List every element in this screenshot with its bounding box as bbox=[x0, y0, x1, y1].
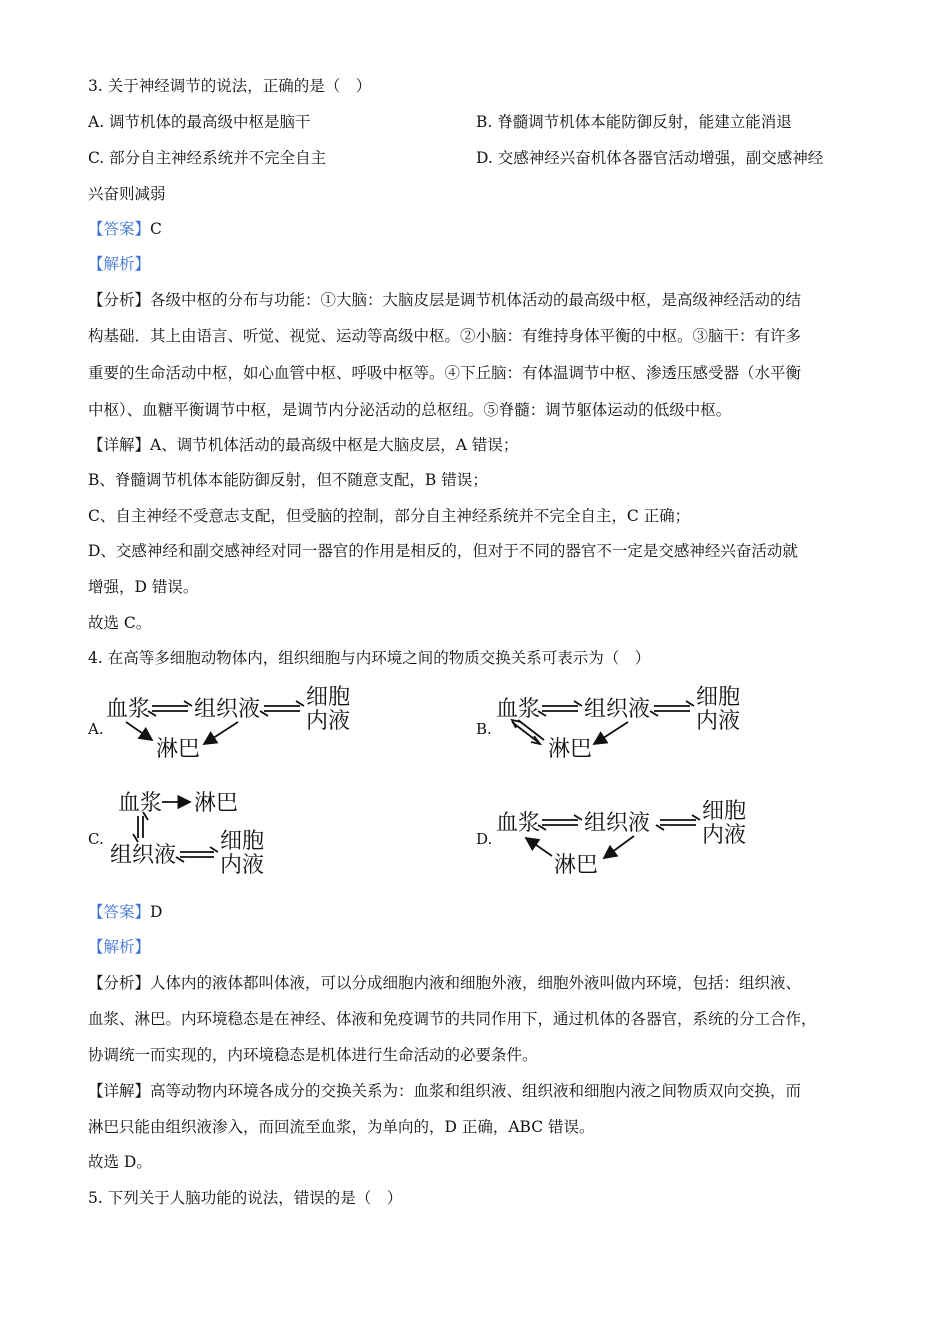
q3-xiangjie-d1: D、交感神经和副交感神经对同一器官的作用是相反的，但对于不同的器官不一定是交感神经兴奋活动就 bbox=[88, 542, 798, 560]
cell-fluid-label-1: 细胞 bbox=[306, 685, 351, 710]
q4-option-a-label: A. bbox=[88, 720, 104, 738]
plasma-label: 血浆 bbox=[118, 791, 163, 816]
q3-fenxi-2: 构基础．其上由语言、听觉、视觉、运动等高级中枢。②小脑：有维持身体平衡的中枢。③脑干：有许多 bbox=[88, 327, 802, 345]
q4-analysis-tag: 【解析】 bbox=[88, 938, 151, 956]
xiangjie-text: 高等动物内环境各成分的交换关系为：血浆和组织液、组织液和细胞内液之间物质双向交换，而 bbox=[150, 1082, 802, 1100]
cell-fluid-label-1: 细胞 bbox=[702, 799, 747, 824]
tissue-fluid-label: 组织液 bbox=[584, 697, 651, 722]
q4-option-b-label: B. bbox=[476, 720, 492, 738]
q3-fenxi-4: 中枢）、血糖平衡调节中枢，是调节内分泌活动的总枢纽。⑤脊髓：调节躯体运动的低级中枢。 bbox=[88, 401, 732, 419]
lymph-label: 淋巴 bbox=[548, 737, 593, 762]
fenxi-tag: 【分析】 bbox=[88, 974, 151, 992]
tissue-fluid-label: 组织液 bbox=[110, 843, 177, 868]
plasma-label: 血浆 bbox=[496, 811, 541, 836]
q3-option-c: C. 部分自主神经系统并不完全自主 bbox=[88, 149, 327, 167]
cell-fluid-label-2: 内液 bbox=[702, 823, 747, 848]
q3-fenxi-3: 重要的生命活动中枢，如心血管中枢、呼吸中枢等。④下丘脑：有体温调节中枢、渗透压感受器（水平衡 bbox=[88, 364, 802, 382]
lymph-label: 淋巴 bbox=[554, 853, 599, 878]
cell-fluid-label-1: 细胞 bbox=[220, 829, 265, 854]
lymph-label: 淋巴 bbox=[156, 737, 201, 762]
q4-diagram-c bbox=[104, 786, 304, 886]
tissue-fluid-label: 组织液 bbox=[584, 811, 651, 836]
q3-analysis-tag: 【解析】 bbox=[88, 255, 151, 273]
q3-xiangjie-d2: 增强，D 错误。 bbox=[88, 578, 199, 596]
tissue-fluid-label: 组织液 bbox=[194, 697, 261, 722]
q3-answer bbox=[88, 219, 162, 239]
q3-xiangjie-b: B、脊髓调节机体本能防御反射，但不随意支配，B 错误； bbox=[88, 471, 488, 489]
cell-fluid-label-2: 内液 bbox=[696, 709, 741, 734]
cell-fluid-label-1: 细胞 bbox=[696, 685, 741, 710]
q3-fenxi-1 bbox=[88, 290, 801, 310]
answer-value: D bbox=[150, 903, 163, 921]
answer-tag: 【答案】 bbox=[88, 903, 151, 921]
fenxi-text: 人体内的液体都叫体液，可以分成细胞内液和细胞外液，细胞外液叫做内环境，包括：组织液、 bbox=[150, 974, 802, 992]
q5-stem: 5. 下列关于人脑功能的说法，错误的是（ ） bbox=[88, 1189, 403, 1207]
answer-value: C bbox=[150, 220, 162, 238]
q3-option-b: B. 脊髓调节机体本能防御反射，能建立能消退 bbox=[476, 113, 792, 131]
q3-option-d: D. 交感神经兴奋机体各器官活动增强，副交感神经 bbox=[476, 149, 824, 167]
q4-fenxi-2: 血浆、淋巴。内环境稳态是在神经、体液和免疫调节的共同作用下，通过机体的各器官，系统的分工合作， bbox=[88, 1010, 817, 1028]
answer-tag: 【答案】 bbox=[88, 220, 151, 238]
cell-fluid-label-2: 内液 bbox=[220, 853, 265, 878]
plasma-label: 血浆 bbox=[496, 697, 541, 722]
q4-option-d-label: D. bbox=[476, 830, 493, 848]
xiangjie-tag: 【详解】 bbox=[88, 1082, 151, 1100]
lymph-label: 淋巴 bbox=[194, 791, 239, 816]
q4-answer bbox=[88, 902, 162, 922]
plasma-label: 血浆 bbox=[106, 697, 151, 722]
q4-diagram-a bbox=[100, 680, 380, 766]
q4-xiangjie-1 bbox=[88, 1081, 801, 1101]
q4-fenxi-3: 协调统一而实现的，内环境稳态是机体进行生命活动的必要条件。 bbox=[88, 1046, 538, 1064]
q4-xiangjie-2: 淋巴只能由组织液渗入，而回流至血浆，为单向的，D 正确，ABC 错误。 bbox=[88, 1118, 595, 1136]
q3-stem: 3. 关于神经调节的说法，正确的是（ ） bbox=[88, 77, 372, 95]
fenxi-tag: 【分析】 bbox=[88, 291, 151, 309]
xiangjie-tag: 【详解】 bbox=[88, 436, 151, 454]
q4-diagram-b bbox=[490, 680, 770, 766]
q3-option-a: A. 调节机体的最高级中枢是脑干 bbox=[88, 113, 311, 131]
q3-conclusion: 故选 C。 bbox=[88, 614, 152, 632]
q3-xiangjie-1 bbox=[88, 435, 518, 455]
q4-diagram-d bbox=[490, 792, 770, 882]
fenxi-text: 各级中枢的分布与功能：①大脑：大脑皮层是调节机体活动的最高级中枢，是高级神经活动的结 bbox=[150, 291, 802, 309]
q4-conclusion: 故选 D。 bbox=[88, 1153, 152, 1171]
q4-option-c-label: C. bbox=[88, 830, 104, 848]
q3-xiangjie-c: C、自主神经不受意志支配，但受脑的控制，部分自主神经系统并不完全自主，C 正确； bbox=[88, 507, 691, 525]
xiangjie-text: A、调节机体活动的最高级中枢是大脑皮层，A 错误； bbox=[150, 436, 519, 454]
cell-fluid-label-2: 内液 bbox=[306, 709, 351, 734]
q4-fenxi-1 bbox=[88, 973, 801, 993]
q4-stem: 4. 在高等多细胞动物体内，组织细胞与内环境之间的物质交换关系可表示为（ ） bbox=[88, 649, 651, 667]
q3-option-d-cont: 兴奋则减弱 bbox=[88, 185, 166, 203]
